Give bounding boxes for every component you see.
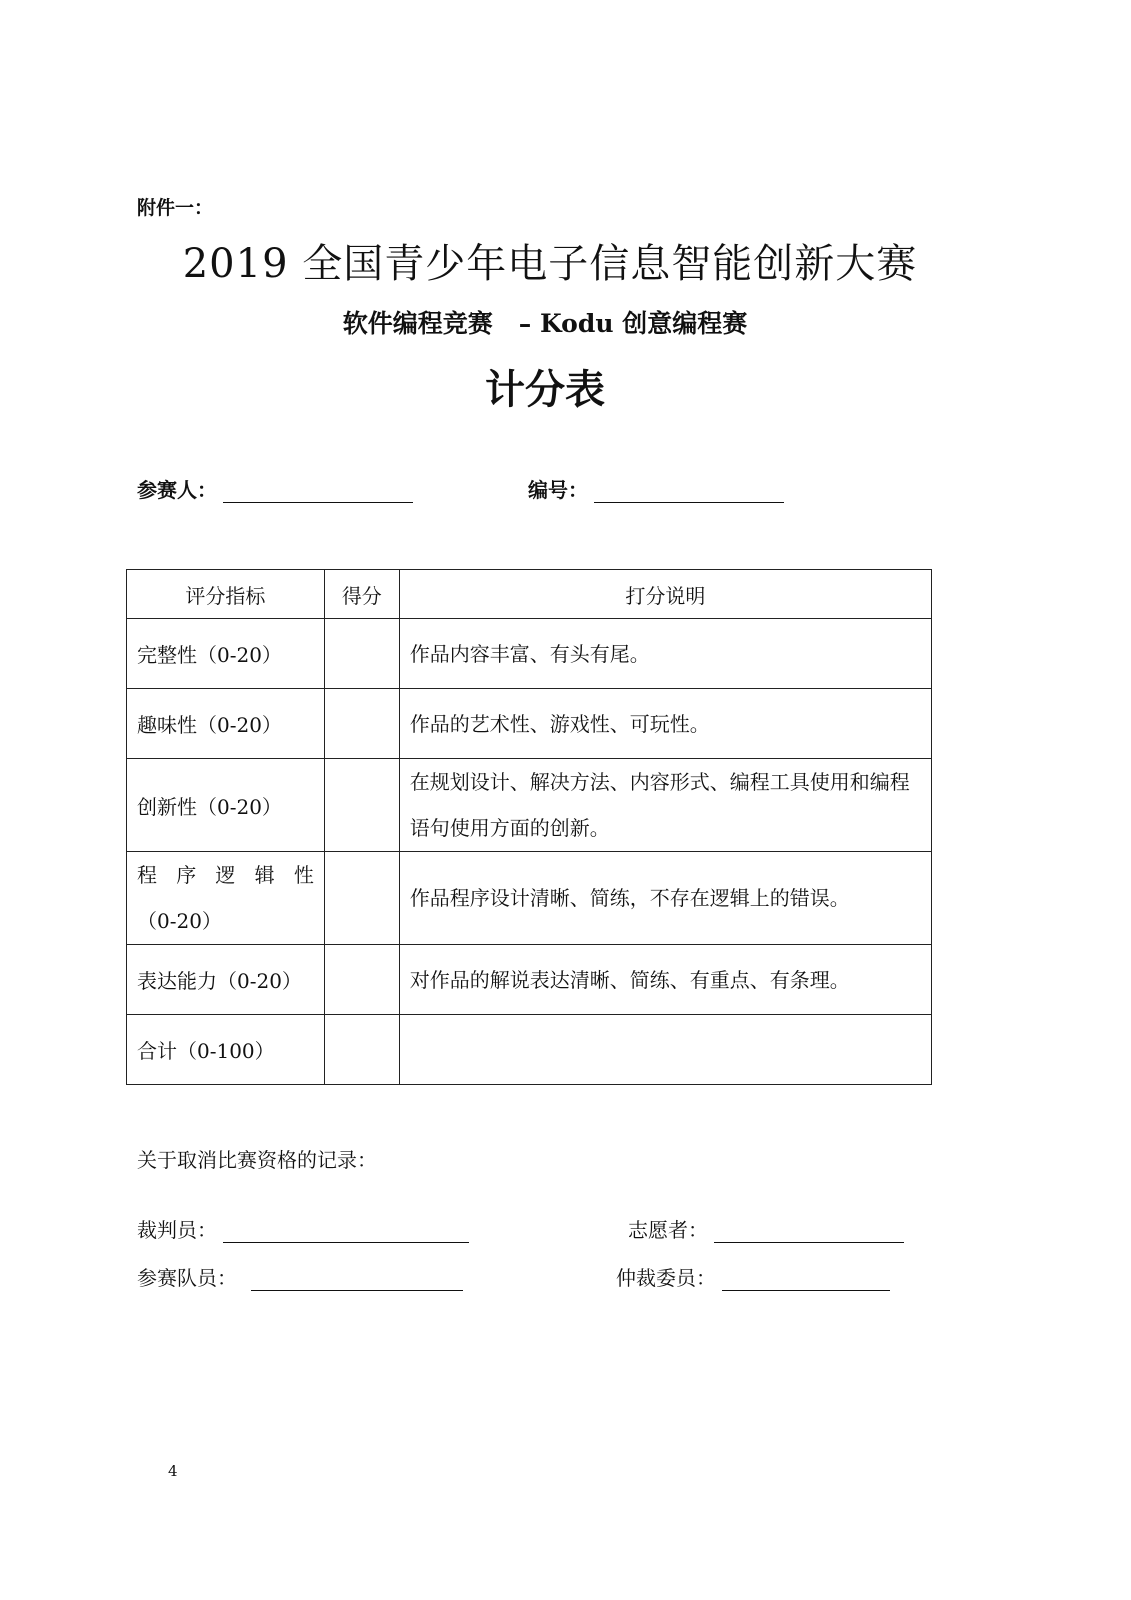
criterion-cell: 创新性（0-20） bbox=[127, 759, 325, 852]
disqualification-note-label: 关于取消比赛资格的记录： bbox=[137, 1148, 377, 1172]
participant-blank[interactable] bbox=[223, 478, 413, 503]
table-row bbox=[127, 759, 932, 852]
number-blank[interactable] bbox=[594, 478, 784, 503]
table-row bbox=[127, 1015, 932, 1085]
document-title: 2019 全国青少年电子信息智能创新大赛 bbox=[182, 241, 918, 287]
score-cell[interactable] bbox=[324, 619, 399, 689]
table-row bbox=[127, 689, 932, 759]
description-cell: 作品内容丰富、有头有尾。 bbox=[399, 619, 931, 689]
team-member-label: 参赛队员： bbox=[137, 1266, 237, 1290]
score-cell[interactable] bbox=[324, 759, 399, 852]
team-member-field bbox=[137, 1262, 463, 1291]
participant-field bbox=[137, 474, 413, 503]
criterion-cell bbox=[127, 852, 325, 945]
arbitration-label: 仲裁委员： bbox=[616, 1266, 716, 1290]
description-cell: 对作品的解说表达清晰、简练、有重点、有条理。 bbox=[399, 945, 931, 1015]
attachment-label: 附件一： bbox=[137, 197, 214, 219]
criterion-line1: 程 序 逻 辑 性 bbox=[137, 863, 314, 887]
description-cell: 在规划设计、解决方法、内容形式、编程工具使用和编程语句使用方面的创新。 bbox=[399, 759, 931, 852]
subtitle-part1: 软件编程竞赛 bbox=[342, 309, 493, 338]
description-cell: 作品程序设计清晰、简练，不存在逻辑上的错误。 bbox=[399, 852, 931, 945]
participant-label: 参赛人： bbox=[137, 478, 217, 502]
volunteer-field bbox=[628, 1214, 904, 1243]
number-field bbox=[528, 474, 784, 503]
referee-label: 裁判员： bbox=[137, 1218, 217, 1242]
score-cell[interactable] bbox=[324, 1015, 399, 1085]
team-member-blank[interactable] bbox=[251, 1266, 463, 1291]
number-label: 编号： bbox=[528, 478, 588, 502]
table-row bbox=[127, 852, 932, 945]
table-row bbox=[127, 619, 932, 689]
criterion-line2: （0-20） bbox=[137, 909, 222, 933]
header-score: 得分 bbox=[324, 570, 399, 619]
header-description: 打分说明 bbox=[399, 570, 931, 619]
criterion-cell: 趣味性（0-20） bbox=[127, 689, 325, 759]
document-subtitle bbox=[0, 304, 1090, 340]
table-row bbox=[127, 945, 932, 1015]
score-cell[interactable] bbox=[324, 945, 399, 1015]
criterion-cell: 表达能力（0-20） bbox=[127, 945, 325, 1015]
criterion-cell: 完整性（0-20） bbox=[127, 619, 325, 689]
volunteer-blank[interactable] bbox=[714, 1218, 904, 1243]
referee-field bbox=[137, 1214, 469, 1243]
header-criterion: 评分指标 bbox=[127, 570, 325, 619]
volunteer-label: 志愿者： bbox=[628, 1218, 708, 1242]
referee-blank[interactable] bbox=[223, 1218, 469, 1243]
page-number: 4 bbox=[168, 1462, 178, 1480]
score-cell[interactable] bbox=[324, 852, 399, 945]
sheet-title: 计分表 bbox=[485, 366, 605, 413]
description-cell bbox=[399, 1015, 931, 1085]
table-header-row bbox=[127, 570, 932, 619]
subtitle-part2: – Kodu 创意编程赛 bbox=[518, 309, 748, 338]
criterion-cell: 合计（0-100） bbox=[127, 1015, 325, 1085]
arbitration-blank[interactable] bbox=[722, 1266, 890, 1291]
score-table bbox=[126, 569, 932, 1085]
description-cell: 作品的艺术性、游戏性、可玩性。 bbox=[399, 689, 931, 759]
score-cell[interactable] bbox=[324, 689, 399, 759]
arbitration-field bbox=[616, 1262, 890, 1291]
